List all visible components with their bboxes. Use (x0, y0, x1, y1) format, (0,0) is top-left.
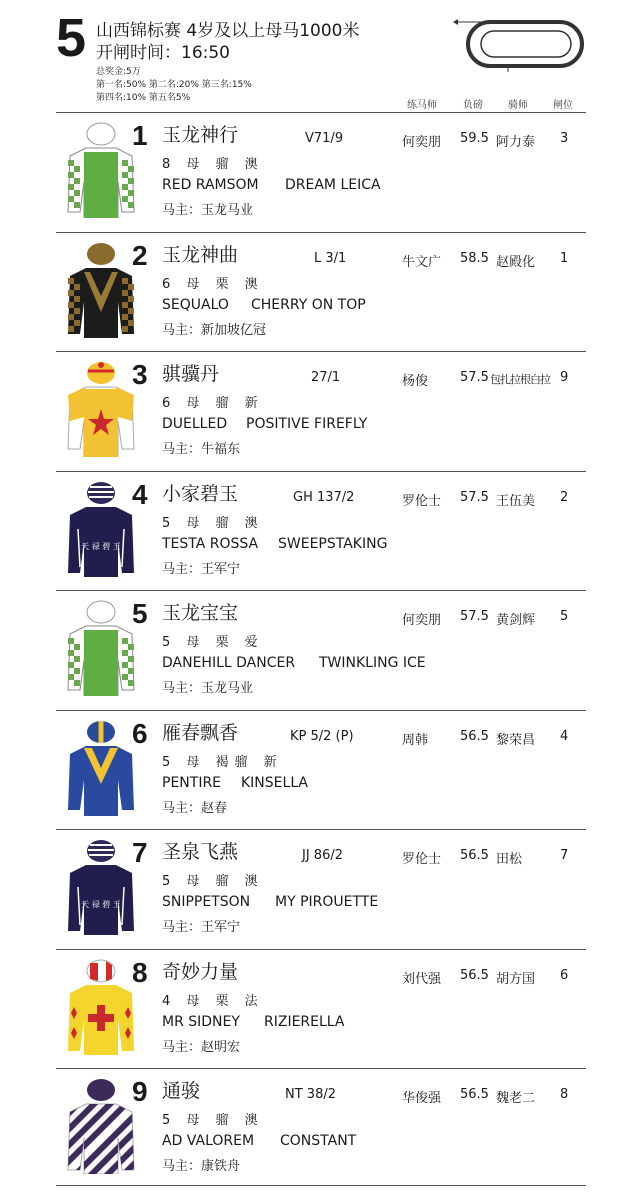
sire: MR SIDNEY (162, 1013, 240, 1030)
trainer: 周韩 (402, 732, 429, 748)
owner: 马主：玉龙马业 (162, 203, 254, 218)
horse-name: 玉龙神行 (162, 124, 239, 146)
draw: 3 (560, 131, 569, 146)
runner-number: 9 (132, 1076, 148, 1107)
trainer: 罗伦士 (402, 493, 442, 509)
trainer: 杨俊 (402, 374, 429, 389)
jockey: 田松 (496, 852, 523, 867)
rating: L 3/1 (314, 250, 347, 266)
sire: SNIPPETSON (162, 894, 251, 910)
runner-number: 7 (132, 837, 148, 868)
race-title: 山西锦标赛 4岁及以上母马1000米 (96, 21, 360, 41)
dam: TWINKLING ICE (319, 655, 426, 671)
green-white-check-sleeves-icon (66, 120, 136, 218)
weight: 56.5 (460, 848, 489, 863)
horse-detail: 5 母 骝 澳 (162, 515, 264, 531)
rating: GH 137/2 (293, 489, 355, 505)
rating: NT 38/2 (285, 1087, 336, 1102)
owner: 马主：赵春 (162, 800, 228, 816)
jockey: 阿力泰 (496, 135, 536, 150)
dam: DREAM LEICA (285, 177, 381, 193)
owner: 马主：王军宁 (162, 561, 241, 577)
weight: 56.5 (460, 1087, 489, 1102)
horse-detail: 4 母 栗 法 (162, 993, 264, 1009)
trainer: 华俊强 (402, 1091, 442, 1106)
horse-name: 玉龙宝宝 (162, 602, 239, 624)
trainer: 刘代强 (402, 971, 442, 987)
jockey: 赵殿化 (496, 254, 536, 270)
sire: DUELLED (162, 416, 228, 432)
col-trainer: 练马师 (407, 100, 437, 111)
rating: 27/1 (311, 370, 341, 385)
runner-number: 2 (132, 239, 148, 271)
horse-detail: 6 母 骝 新 (162, 396, 264, 411)
runner-row (56, 471, 586, 589)
sire: SEQUALO (162, 296, 229, 313)
prize-split-2: 第四名:10% 第五名5% (96, 93, 191, 103)
horse-name: 玉龙神曲 (162, 243, 239, 266)
dam: CONSTANT (280, 1133, 357, 1149)
dam: KINSELLA (241, 774, 309, 791)
draw: 9 (560, 370, 569, 385)
jockey: 黄剑辉 (496, 613, 536, 628)
owner: 马主：赵明宏 (162, 1039, 241, 1055)
jockey: 王伍美 (496, 493, 536, 509)
blue-yellow-chevron-icon (66, 718, 136, 816)
jockey: 魏老二 (496, 1091, 536, 1106)
weight: 57.5 (460, 609, 489, 624)
race-number: 5 (56, 8, 87, 68)
draw: 1 (560, 250, 569, 266)
rating: KP 5/2 (P) (290, 728, 354, 744)
jockey: 黎荣昌 (496, 732, 536, 748)
rating: V71/9 (305, 131, 344, 146)
prize-split-1: 第一名:50% 第二名:20% 第三名:15% (96, 80, 252, 90)
race-header (0, 0, 640, 112)
weight: 57.5 (460, 489, 489, 505)
runner-number: 6 (132, 717, 148, 749)
navy-stripe-cap-icon (66, 479, 136, 577)
svg-text:天 禄 碧 玉: 天 禄 碧 玉 (81, 900, 121, 909)
owner: 马主：牛福东 (162, 442, 241, 457)
dam: CHERRY ON TOP (251, 296, 366, 313)
owner: 马主：新加坡亿冠 (162, 322, 267, 338)
runner-row (56, 710, 586, 828)
runner-row (56, 351, 586, 469)
weight: 59.5 (460, 131, 489, 146)
dam: POSITIVE FIREFLY (246, 416, 368, 432)
sire: TESTA ROSSA (162, 535, 259, 552)
runner-row (56, 112, 586, 230)
runner-number: 5 (132, 598, 148, 629)
runner-row (56, 949, 586, 1067)
sire: AD VALOREM (162, 1133, 255, 1149)
draw: 5 (560, 609, 569, 624)
runner-number: 4 (132, 478, 148, 510)
runner-row (56, 590, 586, 708)
green-white-check-sleeves-icon (66, 598, 136, 696)
trainer: 何奕朋 (402, 135, 442, 150)
track-map-icon (450, 16, 585, 72)
dam: SWEEPSTAKING (278, 535, 388, 552)
start-time: 开闸时间：16:50 (96, 43, 230, 63)
svg-text:天 禄 碧 玉: 天 禄 碧 玉 (81, 541, 121, 551)
weight: 58.5 (460, 250, 489, 266)
draw: 8 (560, 1087, 569, 1102)
draw: 2 (560, 489, 569, 505)
yellow-red-cross-icon (66, 957, 136, 1055)
rating: JJ 86/2 (302, 848, 343, 863)
purple-white-diagonal-icon (66, 1076, 136, 1174)
navy-stripe-cap-icon (66, 837, 136, 935)
horse-name: 通骏 (162, 1080, 201, 1102)
black-gold-chevron-icon (66, 240, 136, 338)
runner-row (56, 232, 586, 350)
prize-total: 总奖金:5万 (96, 67, 141, 77)
jockey: 包扎拉根白拉 (490, 373, 550, 386)
jockey: 胡方国 (496, 971, 536, 987)
draw: 4 (560, 728, 569, 744)
horse-detail: 8 母 骝 澳 (162, 157, 264, 172)
col-jockey: 骑师 (508, 100, 528, 111)
trainer: 何奕朋 (402, 613, 442, 628)
weight: 56.5 (460, 728, 489, 744)
horse-name: 雁春飘香 (162, 721, 239, 744)
horse-detail: 5 母 栗 爱 (162, 635, 264, 650)
owner: 马主：玉龙马业 (162, 681, 254, 696)
horse-detail: 6 母 栗 澳 (162, 276, 264, 292)
col-draw: 闸位 (553, 100, 573, 111)
horse-name: 骐骥丹 (162, 363, 220, 385)
runner-number: 1 (132, 120, 148, 151)
horse-name: 圣泉飞燕 (162, 841, 239, 863)
trainer: 罗伦士 (402, 852, 442, 867)
draw: 7 (560, 848, 569, 863)
weight: 57.5 (460, 370, 489, 385)
dam: RIZIERELLA (264, 1013, 345, 1030)
sire: RED RAMSOM (162, 177, 259, 193)
horse-detail: 5 母 骝 澳 (162, 1113, 264, 1128)
horse-name: 奇妙力量 (162, 960, 239, 983)
owner: 马主：康铁舟 (162, 1159, 241, 1174)
runner-number: 3 (132, 359, 148, 390)
runner-row (56, 1068, 586, 1186)
runner-number: 8 (132, 956, 148, 988)
horse-name: 小家碧玉 (162, 482, 239, 505)
sire: PENTIRE (162, 774, 222, 791)
draw: 6 (560, 967, 569, 983)
col-weight: 负磅 (463, 100, 483, 111)
horse-detail: 5 母 褐骝 新 (162, 754, 283, 770)
sire: DANEHILL DANCER (162, 655, 296, 671)
horse-detail: 5 母 骝 澳 (162, 874, 264, 889)
yellow-red-star-icon (66, 359, 136, 457)
runner-row (56, 829, 586, 947)
weight: 56.5 (460, 967, 489, 983)
owner: 马主：王军宁 (162, 920, 241, 935)
trainer: 牛文广 (402, 254, 442, 270)
dam: MY PIROUETTE (275, 894, 379, 910)
